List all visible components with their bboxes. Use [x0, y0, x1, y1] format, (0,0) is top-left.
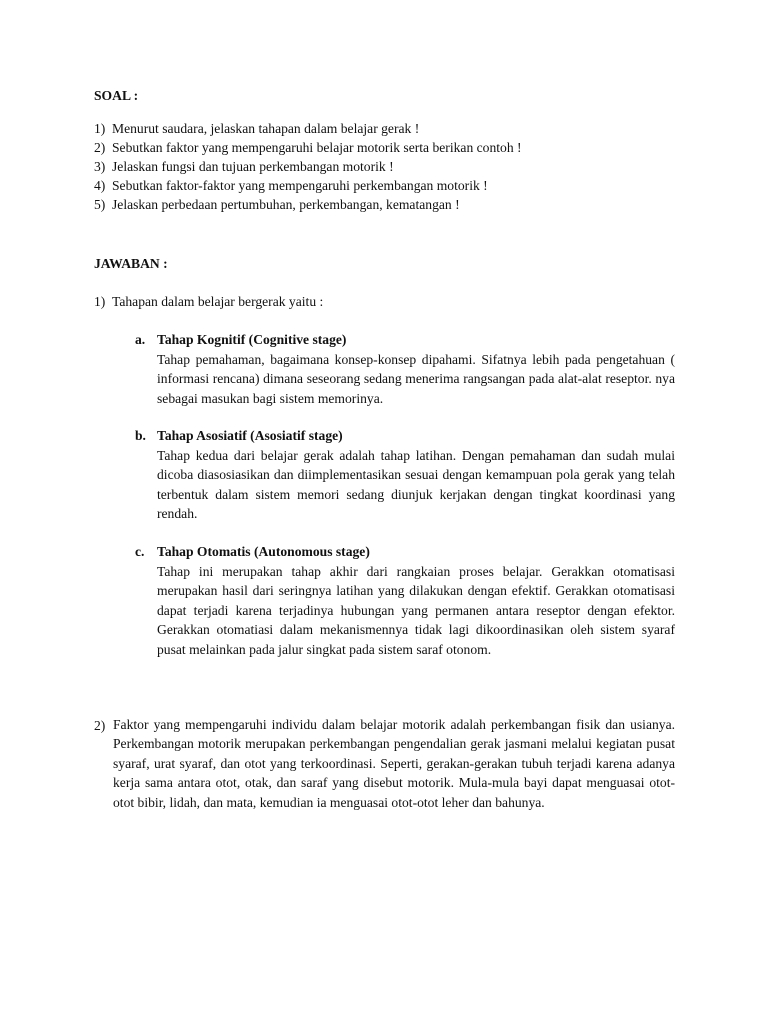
- answer-body: Faktor yang mempengaruhi individu dalam belajar motorik adalah perkembangan fisik dan usianya. Perkembangan motorik merupakan perkembangan pengendalian gerak jasmani melalui kegiatan pusat syaraf, urat syaraf, dan otot yang terkoordinasi. Seperti, gerakan-gerakan tubuh terjadi karena adanya kerja sama antara otot, otak, dan saraf yang disebut motorik. Mula-mula bayi dapat menguasai otot-otot bibir, lidah, dan mata, kemudian ia menguasai otot-otot leher dan bahunya.: [113, 717, 675, 810]
- answer-number: 2): [94, 718, 106, 733]
- question-number: 3): [94, 159, 106, 174]
- question-text: Jelaskan fungsi dan tujuan perkembangan motorik !: [112, 159, 394, 174]
- stage-letter: b.: [135, 428, 146, 443]
- stage-body: Tahap kedua dari belajar gerak adalah tahap latihan. Dengan pemahaman dan sudah mulai dicoba diasosiasikan dan diimplementasikan sesuai dengan kemampuan pola gerak yang telah terbentuk dalam sistem memori sedang diunjuk kerjakan dengan tingkat koordinasi yang rendah.: [157, 448, 675, 522]
- stage-title: Tahap Asosiatif (Asosiatif stage): [157, 428, 343, 443]
- question-number: 4): [94, 178, 106, 193]
- answer-intro: Tahapan dalam belajar bergerak yaitu :: [112, 294, 324, 309]
- soal-heading: SOAL :: [94, 88, 139, 103]
- question-number: 5): [94, 197, 106, 212]
- stage-letter: c.: [135, 544, 145, 559]
- stage-title: Tahap Kognitif (Cognitive stage): [157, 332, 347, 347]
- stage-body: Tahap ini merupakan tahap akhir dari rangkaian proses belajar. Gerakkan otomatisasi merupakan hasil dari seringnya latihan yang dilakukan dengan efektif. Gerakkan otomatisasi dapat terjadi karena terjadinya hubungan yang permanen antara reseptor dengan efektor. Gerakkan otomatiasi dalam mekanismennya tidak lagi dikoordinasikan oleh sistem syaraf pusat melainkan pada jalur singkat pada sistem saraf otonom.: [157, 564, 675, 657]
- question-text: Sebutkan faktor yang mempengaruhi belajar motorik serta berikan contoh !: [112, 140, 522, 155]
- stage-body: Tahap pemahaman, bagaimana konsep-konsep dipahami. Sifatnya lebih pada pengetahuan ( informasi rencana) dimana seseorang sedang menerima rangsangan pada alat-alat reseptor. nya sebagai masukan bagi sistem memorinya.: [157, 352, 675, 406]
- stage-title: Tahap Otomatis (Autonomous stage): [157, 544, 370, 559]
- question-text: Menurut saudara, jelaskan tahapan dalam belajar gerak !: [112, 121, 420, 136]
- question-text: Jelaskan perbedaan pertumbuhan, perkembangan, kematangan !: [112, 197, 460, 212]
- question-text: Sebutkan faktor-faktor yang mempengaruhi perkembangan motorik !: [112, 178, 488, 193]
- question-number: 2): [94, 140, 106, 155]
- stage-letter: a.: [135, 332, 146, 347]
- jawaban-heading: JAWABAN :: [94, 256, 168, 271]
- question-number: 1): [94, 121, 106, 136]
- answer-number: 1): [94, 294, 106, 309]
